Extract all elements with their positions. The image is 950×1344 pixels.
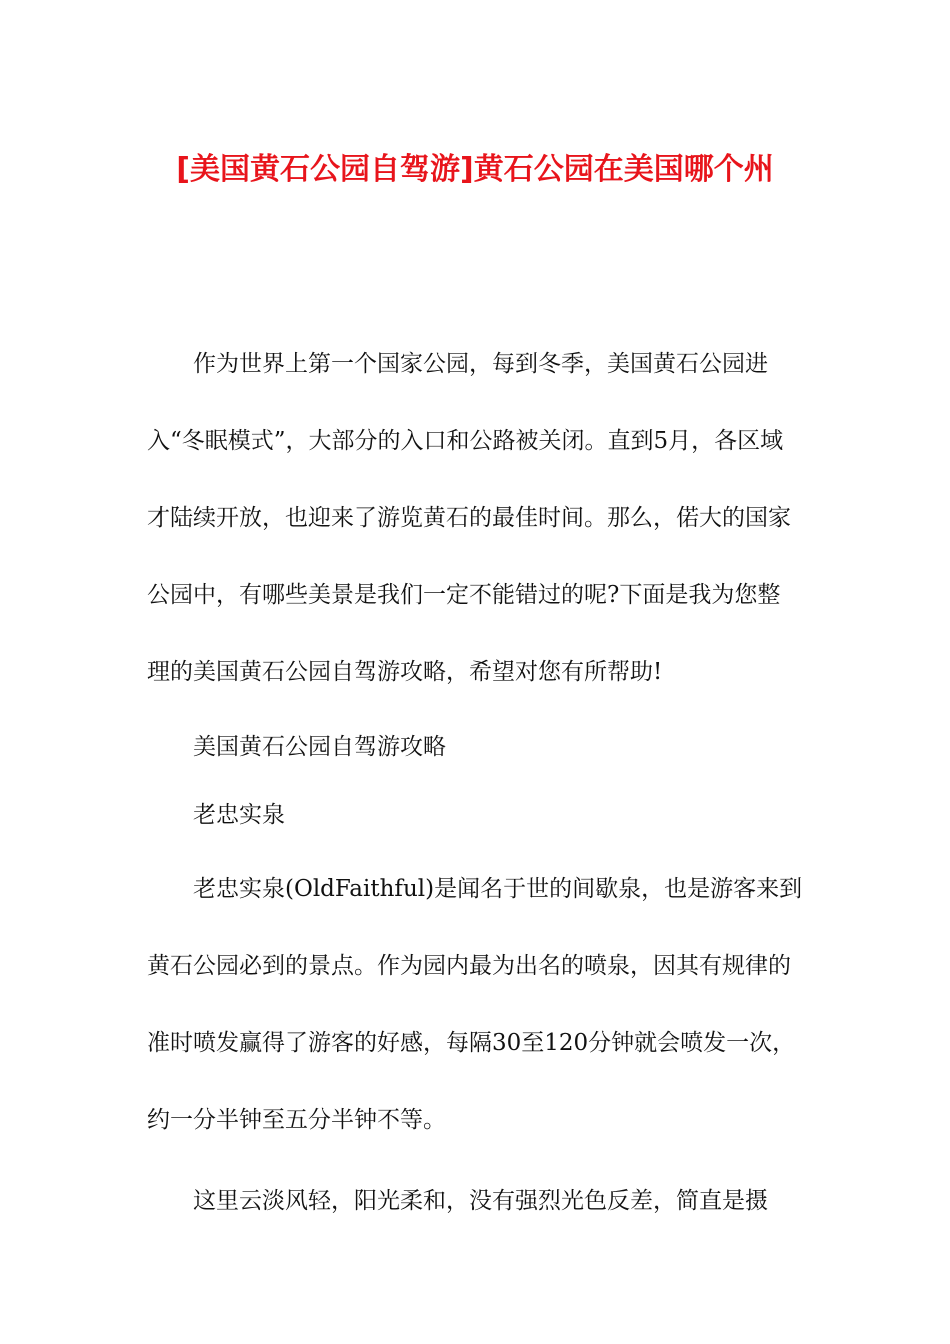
document-body [147, 326, 803, 1244]
paragraph-old-faithful-description: 老忠实泉(OldFaithful)是闻名于世的间歇泉，也是游客来到黄石公园必到的景点。作为园内最为出名的喷泉，因其有规律的准时喷发赢得了游客的好感，每隔30至120分钟就会喷发一次，约一分半钟至五分半钟不等。 [147, 876, 803, 1133]
paragraph-scenery: 这里云淡风轻，阳光柔和，没有强烈光色反差，简直是摄 [193, 1188, 768, 1214]
paragraph-intro: 作为世界上第一个国家公园，每到冬季，美国黄石公园进入“冬眠模式”，大部分的入口和公路被关闭。直到5月，各区域才陆续开放，也迎来了游览黄石的最佳时间。那么，偌大的国家公园中，有哪些美景是我们一定不能错过的呢?下面是我为您整理的美国黄石公园自驾游攻略，希望对您有所帮助! [147, 351, 791, 685]
paragraph-subheading-old-faithful: 老忠实泉 [193, 802, 285, 828]
document-title: [美国黄石公园自驾游]黄石公园在美国哪个州 [176, 152, 774, 187]
paragraph-section-heading: 美国黄石公园自驾游攻略 [193, 734, 446, 760]
